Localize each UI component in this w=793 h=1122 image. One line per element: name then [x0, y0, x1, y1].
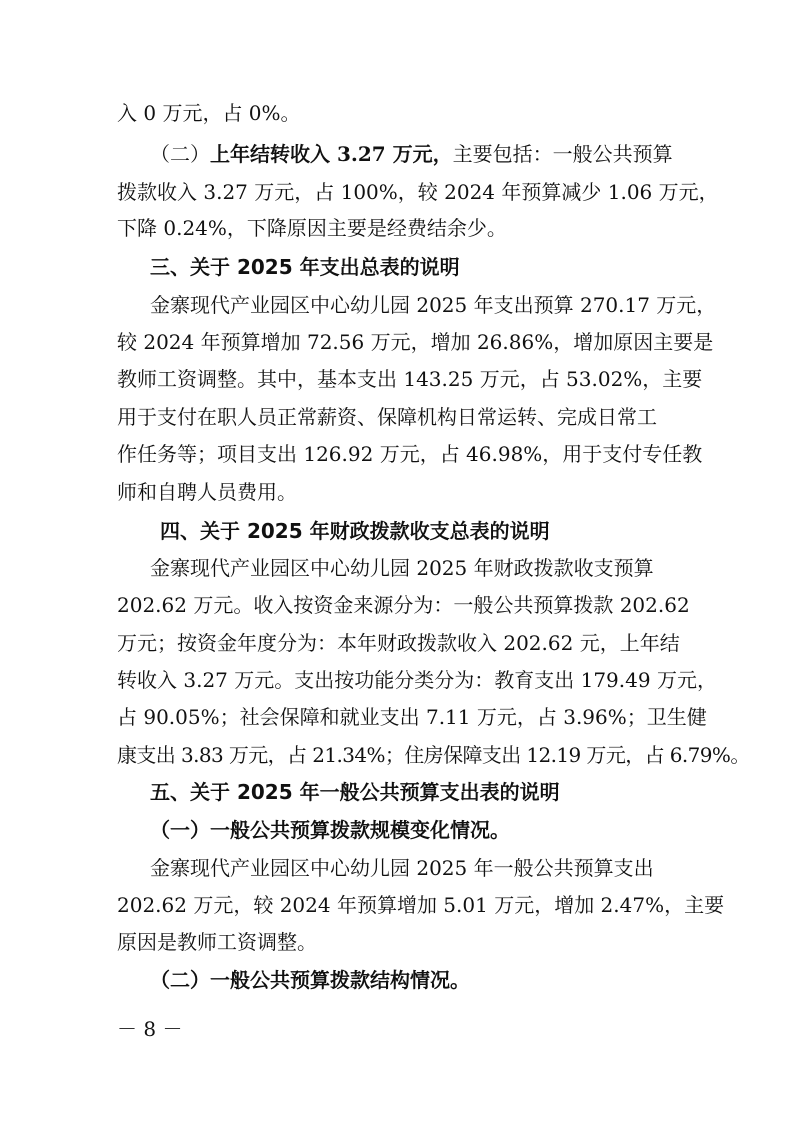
- line-text: 金寨现代产业园区中心幼儿园 2025 年一般公共预算支出: [150, 856, 654, 880]
- subsection-number: （二）: [150, 142, 210, 166]
- line-text: 万元；按资金年度分为：本年财政拨款收入 202.62 元，上年结: [117, 631, 680, 655]
- subsection-title: 上年结转收入 3.27 万元，: [210, 142, 453, 166]
- section-heading-text: 三、关于 2025 年支出总表的说明: [150, 255, 460, 279]
- line-text: 拨款收入 3.27 万元，占 100%，较 2024 年预算减少 1.06 万元，: [117, 180, 719, 204]
- section-heading-text: 五、关于 2025 年一般公共预算支出表的说明: [150, 780, 560, 804]
- line-text: 主要包括：一般公共预算: [452, 142, 673, 166]
- line-text: 原因是教师工资调整。: [117, 930, 317, 954]
- line-text: 202.62 万元。收入按资金来源分为：一般公共预算拨款 202.62: [117, 593, 690, 617]
- page-number: － 8 －: [117, 1017, 183, 1041]
- line-text: 师和自聘人员费用。: [117, 480, 297, 504]
- line-text: 较 2024 年预算增加 72.56 万元，增加 26.86%，增加原因主要是: [117, 330, 714, 354]
- line-text: 转收入 3.27 万元。支出按功能分类分为：教育支出 179.49 万元，: [117, 668, 717, 692]
- subsection-heading-text: （二）一般公共预算拨款结构情况。: [150, 968, 470, 992]
- line-text: 金寨现代产业园区中心幼儿园 2025 年支出预算 270.17 万元，: [150, 293, 717, 317]
- line-text: 202.62 万元，较 2024 年预算增加 5.01 万元，增加 2.47%，主要: [117, 893, 725, 917]
- line-text: 作任务等；项目支出 126.92 万元，占 46.98%，用于支付专任教: [117, 442, 703, 466]
- line-text: 金寨现代产业园区中心幼儿园 2025 年财政拨款收支预算: [150, 556, 654, 580]
- line-text: 用于支付在职人员正常薪资、保障机构日常运转、完成日常工: [117, 405, 657, 429]
- line-text: 教师工资调整。其中，基本支出 143.25 万元，占 53.02%，主要: [117, 367, 703, 391]
- line-text: 占 90.05%；社会保障和就业支出 7.11 万元，占 3.96%；卫生健: [117, 705, 707, 729]
- line-text: 康支出 3.83 万元，占 21.34%；住房保障支出 12.19 万元，占 6.79%。: [117, 743, 750, 767]
- line-text: 入 0 万元，占 0%。: [117, 101, 301, 125]
- subsection-line: [150, 138, 673, 170]
- line-text: 下降 0.24%，下降原因主要是经费结余少。: [117, 216, 507, 240]
- subsection-heading-text: （一）一般公共预算拨款规模变化情况。: [150, 818, 510, 842]
- section-heading-text: 四、关于 2025 年财政拨款收支总表的说明: [160, 519, 550, 543]
